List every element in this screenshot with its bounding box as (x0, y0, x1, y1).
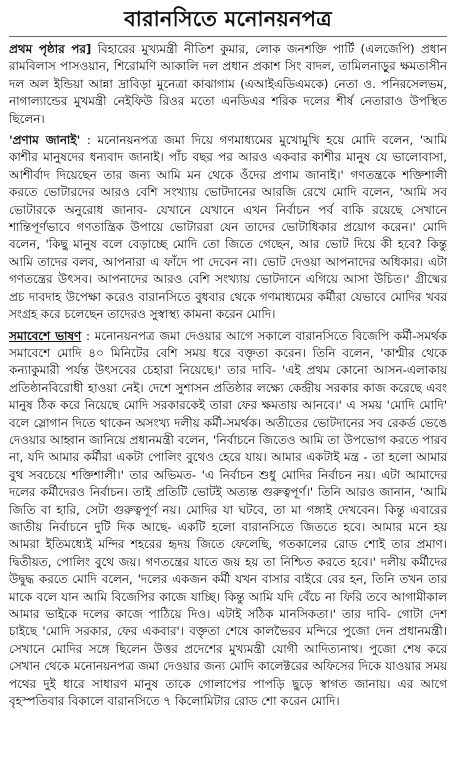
paragraph-lead-pranam: 'প্রণাম জানাই' (9, 133, 81, 148)
paragraph-lead-speech: সমাবেশে ভাষণ (9, 328, 82, 343)
paragraph-body-1: বিহারের মুখ্যমন্ত্রী নীতিশ কুমার, লোক জনশক্তি পার্টি (এলজেপি) প্রধান রামবিলাস পাসওয়ান, শিরোমণি আকালি দল প্রধান প্রকাশ সিং বাদল, তামিলনাড়ুর ক্ষমতাসীন দল অল ইন্ডিয়া আন্না দ্রাবিড়া মুনেত্রা কাঝাগাম (এআইএডিএমকে) নেতা ও. পনিরসেলভম, নাগাল্যান্ডের মুখমন্ত্রী নেইফিউ রিওর মতো এনডিএর শরিক দলের শীর্ষ নেতারাও উপস্থিত ছিলেন। (9, 42, 448, 126)
article-paragraph-3 (9, 328, 447, 711)
article-paragraph-2 (9, 132, 447, 323)
paragraph-body-3: : মনোনয়নপত্র জমা দেওয়ার আগে সকালে বারানসিতে বিজেপি কর্মী-সমর্থক সমাবেশে মোদি ৪০ মিনিটের বেশি সময় ধরে বক্তৃতা করেন। তিনি বলেন, 'কাশ্মীর থেকে কন্যাকুমারী পর্যন্ত উৎসবের চেহারা নিয়েছে।' তার দাবি- 'এই প্রথম কোনো আসন-এলাকায় প্রতিষ্ঠানবিরোধী হাওয়া নেই। দেশে সুশাসন প্রতিষ্ঠার লক্ষ্যে কেন্দ্রীয় সরকার কাজ করেছে এবং মানুষ ঠিক করে নিয়েছে মোদি সরকারকেই তারা ফের ক্ষমতায় আনবে।' এ সময় 'মোদি মোদি' বলে স্লোগান দিতে থাকেন অসংখ্য দলীয় কর্মী-সমর্থক। অতীতের ভোটদানের সব রেকর্ড ভেঙে দেওয়ার আহ্বান জানিয়ে প্রধানমন্ত্রী বলেন, 'নির্বাচনে জিতেও আমি তা উপভোগ করতে পারব না, যদি আমার কর্মীরা একটা পোলিং বুথেও হেরে যায়। আমার একটাই মন্ত্র - তা হলো আমার বুথ সবচেয়ে শক্তিশালী।' তার অভিমত- 'এ নির্বাচন শুধু মোদির নির্বাচন নয়। এটা আমাদের দলের কর্মীদেরও নির্বাচন। তাই প্রতিটি ভোটই অত্যন্ত গুরুত্বপূর্ণ।' তিনি আরও জানান, 'আমি জিতি বা হারি, সেটা গুরুত্বপূর্ণ নয়। মোদির যা ঘটবে, তা মা গঙ্গাই দেখবেন। কিন্তু এবারের জাতীয় নির্বাচনে দুটি দিক আছে- একটি হলো বারানসিতে জিততে হবে। আমার মনে হয় আমরা ইতিমধ্যেই মন্দির শহরের হৃদয় জিতে ফেলেছি, গতকালের রোড শোই তার প্রমাণ। দ্বিতীয়ত, পোলিং বুথে জয়। গণতন্ত্রের যাতে জয় হয় তা নিশ্চিত করতে হবে।' দলীয় কর্মীদের উদ্বুদ্ধ করতে মোদি বলেন, 'দলের একজন কর্মী যখন বাসার বাইরে বের হন, তিনি তখন তার মাকে বলে যান আমি বিজেপির কাজে যাচ্ছি। কিন্তু আমি যদি বেঁচে না ফিরি তবে আগামীকাল আমার ভাইকে দলের কাজে পাঠিয়ে দিও। এটাই সঠিক মানসিকতা।' তার দাবি- গোটা দেশ চাইছে 'মোদি সরকার, ফের একবার'। বক্তৃতা শেষে কালভৈরব মন্দিরে পুজো দেন প্রধানমন্ত্রী। সেখানে মোদির সঙ্গে ছিলেন উত্তর প্রদেশের মুখ্যমন্ত্রী যোগী আদিত্যনাথ। পুজো শেষ করে সেখান থেকে মনোনয়নপত্র জমা দেওয়ার জন্য মোদি কালেক্টরের অফিসের দিকে যাওয়ার সময় পথের দুই ধারে সাধারণ মানুষ তাকে গোলাপের পাপড়ি ছুড়ে স্বাগত জানায়। এর আগে বৃহস্পতিবার বিকালে বারানসিতে ৭ কিলোমিটার রোড শো করেন মোদি। (9, 328, 447, 709)
article-paragraph-1 (9, 41, 447, 128)
article-headline: বারানসিতে মনোনয়নপত্র (9, 6, 447, 37)
paragraph-body-2: : মনোনয়নপত্র জমা দিয়ে গণমাধ্যমের মুখোমুখি হয়ে মোদি বলেন, 'আমি কাশীর মানুষদের ধন্যবাদ জানাই। পাঁচ বছর পর আরও একবার কাশীর মানুষ যে ভালোবাসা, আশীর্বাদ দিয়েছেন তার জন্য আমি মন থেকে ওঁদের প্রণাম জানাই।' গণতন্ত্রকে শক্তিশালী করতে ভোটারদের আরও বেশি সংখ্যায় ভোটদানের আরজি রেখে মোদি বলেন, 'আমি সব ভোটারকে অনুরোধ জানাব- যেখানে যেখানে এখন নির্বাচন পর্ব বাকি রয়েছে সেখানে শান্তিপূর্ণভাবে গণতান্ত্রিক উপায়ে ভোটাররা যেন তাদের ভোটাধিকার প্রয়োগ করেন।' মোদি বলেন, 'কিছু মানুষ বলে বেড়াচ্ছে মোদি তো জিতে গেছেন, আর ভোট দিয়ে কী হবে? কিন্তু আমি তাদের বলব, আপনারা এ ফাঁদে পা দেবেন না। ভোট দেওয়া আপনাদের অধিকার। এটা গণতন্ত্রের উৎসব। আপনাদের আরও বেশি সংখ্যায় ভোটদানে এগিয়ে আসা উচিত।' গ্রীষ্মের প্রচ দাবদাহ উপেক্ষা করেও বারানসিতে বুধবার থেকে গণমাধ্যমের কর্মীরা যেভাবে মোদির খবর সংগ্রহ করে চলেছেন তাদেরও সুস্বাস্থ্য কামনা করেন মোদি। (9, 133, 447, 322)
paragraph-lead-continuation: প্রথম পৃষ্ঠার পর] (9, 42, 92, 56)
